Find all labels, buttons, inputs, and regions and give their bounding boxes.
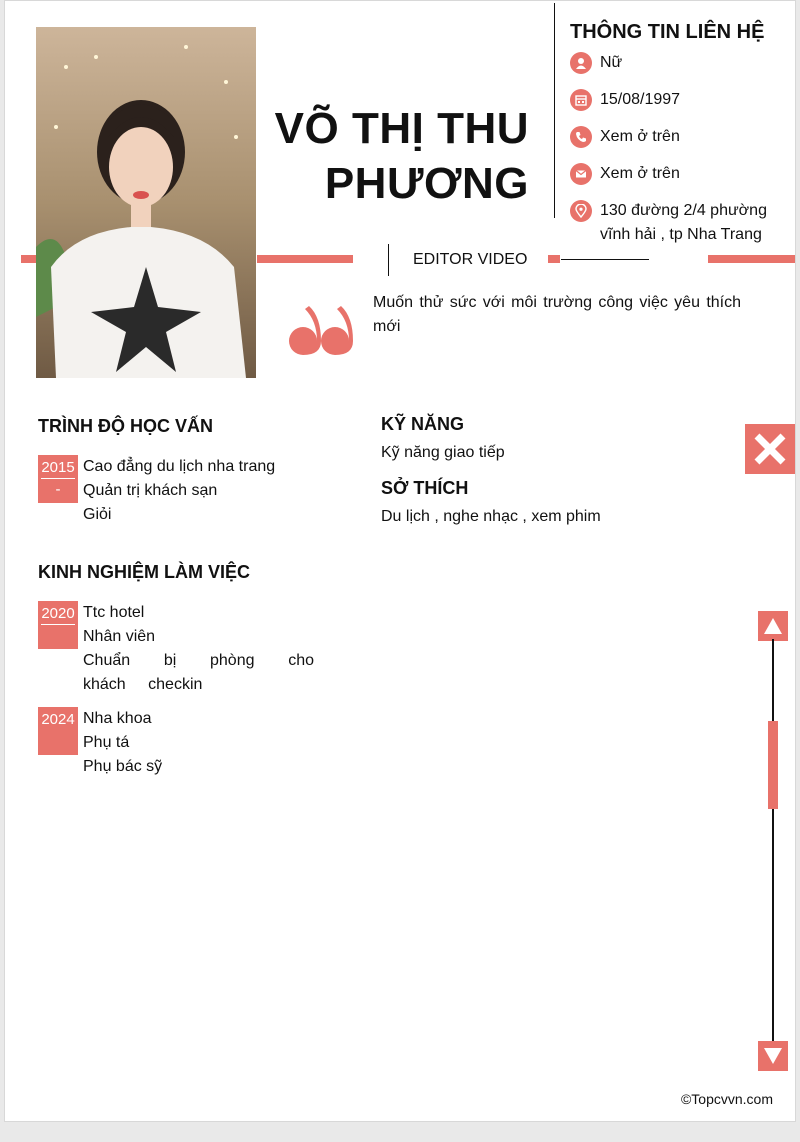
hobbies-text: Du lịch , nghe nhạc , xem phim xyxy=(381,508,601,525)
email-value[interactable]: Xem ở trên xyxy=(600,165,680,182)
education-year-box xyxy=(38,455,78,503)
experience-desc-2: Phụ bác sỹ xyxy=(83,758,163,775)
cv-page xyxy=(4,0,796,1122)
scroll-up-button[interactable] xyxy=(758,611,788,641)
experience-entry-2 xyxy=(83,707,314,779)
education-school: Cao đẳng du lịch nha trang xyxy=(83,458,276,475)
experience-year-2: 2024 xyxy=(41,711,75,728)
scroll-down-button[interactable] xyxy=(758,1041,788,1071)
job-role: EDITOR VIDEO xyxy=(413,251,528,268)
close-icon xyxy=(745,424,795,474)
experience-year-1: 2020 xyxy=(41,601,75,625)
experience-position-1: Nhân viên xyxy=(83,628,156,645)
name-line-1: VÕ THỊ THU xyxy=(274,104,529,153)
experience-year-box-2 xyxy=(38,707,78,755)
contact-gender xyxy=(570,51,775,75)
hobbies-title: SỞ THÍCH xyxy=(381,478,469,498)
calendar-icon xyxy=(570,89,592,111)
gender-value: Nữ xyxy=(600,54,623,71)
scroll-track[interactable] xyxy=(772,639,774,1041)
phone-icon xyxy=(570,126,592,148)
location-icon xyxy=(570,200,592,222)
quote-icon xyxy=(287,291,353,362)
contact-phone xyxy=(570,125,775,149)
skills-text: Kỹ năng giao tiếp xyxy=(381,444,505,461)
education-year: 2015 xyxy=(41,455,75,479)
contact-birthday xyxy=(570,88,775,112)
footer-credit[interactable]: ©Topcvvn.com xyxy=(680,1091,773,1107)
scroll-thumb[interactable] xyxy=(768,721,778,809)
accent-bar-right xyxy=(708,255,795,263)
user-icon xyxy=(570,52,592,74)
accent-bar-left xyxy=(21,255,36,263)
arrow-down-icon xyxy=(763,1047,783,1065)
accent-bar-middle xyxy=(257,255,353,263)
experience-year-box-1 xyxy=(38,601,78,649)
candidate-name xyxy=(275,101,529,211)
education-year-end: - xyxy=(55,481,61,498)
experience-desc-1: Chuẩn bị phòng cho khách checkin xyxy=(83,652,314,693)
birthday-value: 15/08/1997 xyxy=(600,91,681,108)
mail-icon xyxy=(570,163,592,185)
education-entry xyxy=(83,455,314,527)
experience-position-2: Phụ tá xyxy=(83,734,130,751)
name-line-2: PHƯƠNG xyxy=(324,159,529,208)
contact-title: THÔNG TIN LIÊN HỆ xyxy=(570,21,765,43)
accent-bar-small xyxy=(548,255,560,263)
phone-value[interactable]: Xem ở trên xyxy=(600,128,680,145)
address-value: 130 đường 2/4 phường vĩnh hải , tp Nha Trang xyxy=(600,202,767,243)
contact-address xyxy=(570,199,775,247)
role-underline xyxy=(561,259,649,260)
contact-email xyxy=(570,162,775,186)
education-major: Quản trị khách sạn xyxy=(83,482,218,499)
close-button[interactable] xyxy=(745,424,795,474)
profile-photo xyxy=(36,27,256,378)
role-divider xyxy=(388,244,389,276)
arrow-up-icon xyxy=(763,617,783,635)
experience-entry-1 xyxy=(83,601,314,697)
education-title: TRÌNH ĐỘ HỌC VẤN xyxy=(38,416,213,436)
experience-company-1: Ttc hotel xyxy=(83,604,145,621)
experience-title: KINH NGHIỆM LÀM VIỆC xyxy=(38,562,251,582)
career-objective: Muốn thử sức với môi trường công việc yêu thích mới xyxy=(373,294,741,335)
experience-company-2: Nha khoa xyxy=(83,710,152,727)
education-grade: Giỏi xyxy=(83,506,112,523)
skills-title: KỸ NĂNG xyxy=(381,414,465,434)
contact-divider xyxy=(554,3,555,218)
